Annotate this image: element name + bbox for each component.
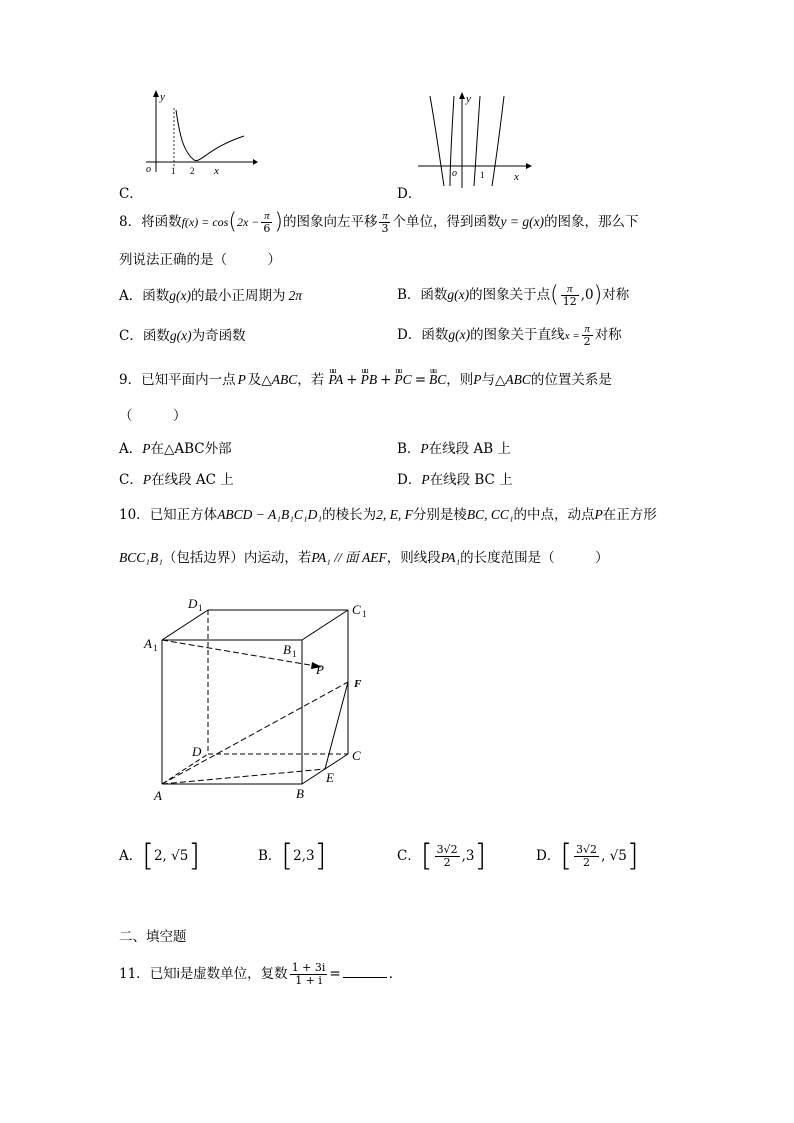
svg-text:1: 1 [362, 609, 367, 619]
q9-option-d[interactable]: D．P在线段 BC 上 [397, 472, 513, 488]
label-d1: D [188, 596, 198, 611]
q9-option-a[interactable]: A．P在△ABC外部 [119, 441, 232, 457]
vector-pa: uu PA [329, 368, 344, 392]
q8-line1: 8．将函数f(x) = cos(2x − $\frac{\pi}{6}$ )的图象向左平移 $\frac{\pi}{3}$ 个单位，得到函数y = g(x)的图象，那么下 [119, 209, 639, 235]
q8-frac-pi6: $\frac{\pi}{6}$ [263, 210, 271, 235]
q8-stem-a: 将函数 [141, 214, 182, 230]
q8-frac-pi3: $\frac{\pi}{3}$ [381, 210, 389, 235]
svg-text:1: 1 [153, 643, 158, 653]
graph-c-x-label: x [214, 165, 219, 174]
label-a1: A [144, 636, 152, 651]
q8-option-d[interactable]: D．函数g(x)的图象关于直线x = $\frac{\pi}{2}$ 对称 [397, 323, 622, 348]
label-c: C [352, 748, 361, 763]
option-c-label[interactable]: C． [119, 186, 143, 202]
q8-arg-prefix: 2x − [236, 215, 260, 229]
label-p: P [316, 662, 324, 677]
q9-line1: 9．已知平面内一点 P 及△ABC，若 uu PA +uu PB +uu PC =uu BC，则P与△ABC的位置关系是 [119, 368, 612, 392]
graph-c-tick-2: 2 [190, 166, 195, 174]
svg-text:1: 1 [198, 603, 203, 613]
vector-pb: uu PB [361, 368, 378, 392]
graph-c-origin: o [146, 164, 151, 174]
label-d: D [192, 744, 202, 759]
q10-option-a[interactable]: A．[2, √5] [119, 838, 201, 874]
graph-option-c [138, 88, 258, 174]
vector-bc: uu BC [429, 368, 446, 392]
label-b: B [296, 786, 304, 801]
q10-option-d[interactable]: D．[ $\frac{3√2}{2}$ , √5] [536, 838, 639, 874]
label-e: E [326, 770, 334, 785]
vector-pc: uu PC [394, 368, 411, 392]
q10-option-b[interactable]: B．[2,3] [258, 838, 327, 874]
graph-option-d [414, 90, 534, 190]
graph-d-x-label: x [514, 171, 519, 183]
q10-line2: BCC₁B₁（包括边界）内运动，若PA₁ // 面 AEF，则线段PA₁的长度范围是（ ） [119, 550, 609, 566]
q11-line: 11．已知i是虚数单位，复数 $\frac{1 + 3i}{1 + i}$ = ． [119, 961, 403, 987]
graph-c-tick-1: 1 [171, 166, 176, 174]
section-title: 二、填空题 [119, 929, 187, 945]
q8-number: 8． [119, 214, 142, 230]
q8-option-a[interactable]: A．函数g(x)的最小正周期为 2π [119, 288, 302, 304]
svg-text:1: 1 [292, 649, 297, 659]
q8-stem-b: 的图象向左平移 [282, 214, 378, 230]
cube-diagram [140, 594, 380, 806]
q10-line1: 10．已知正方体ABCD − A₁B₁C₁D₁的棱长为2, E, F分别是棱BC, CC₁的中点，动点P在正方形 [119, 507, 657, 523]
label-b1: B [283, 642, 291, 657]
option-d-label[interactable]: D． [397, 186, 422, 202]
label-a: A [154, 788, 162, 803]
q8-func-g: y = g(x) [500, 214, 545, 229]
graph-d-origin: o [452, 168, 457, 179]
graph-d-tick-1: 1 [480, 170, 485, 180]
q10-option-c[interactable]: C．[ $\frac{3√2}{2}$ ,3] [397, 838, 487, 874]
q8-line2: 列说法正确的是（ ） [119, 252, 281, 268]
q9-paren: （ ） [119, 408, 187, 424]
q8-stem-d: 的图象，那么下 [544, 214, 639, 230]
graph-d-y-label: y [466, 93, 471, 105]
q8-option-c[interactable]: C．函数g(x)为奇函数 [119, 328, 246, 344]
q9-option-c[interactable]: C．P在线段 AC 上 [119, 472, 234, 488]
label-f: F [354, 678, 362, 690]
q8-option-b[interactable]: B．函数g(x)的图象关于点( $\frac{\pi}{12}$ ,0)对称 [397, 282, 630, 308]
graph-c-y-label: y [160, 91, 165, 103]
label-c1: C [352, 602, 361, 617]
q8-stem-c: 个单位，得到函数 [392, 214, 501, 230]
answer-blank[interactable] [343, 977, 387, 978]
q9-option-b[interactable]: B．P在线段 AB 上 [397, 441, 511, 457]
q8-func-f: f(x) = cos [181, 215, 229, 229]
